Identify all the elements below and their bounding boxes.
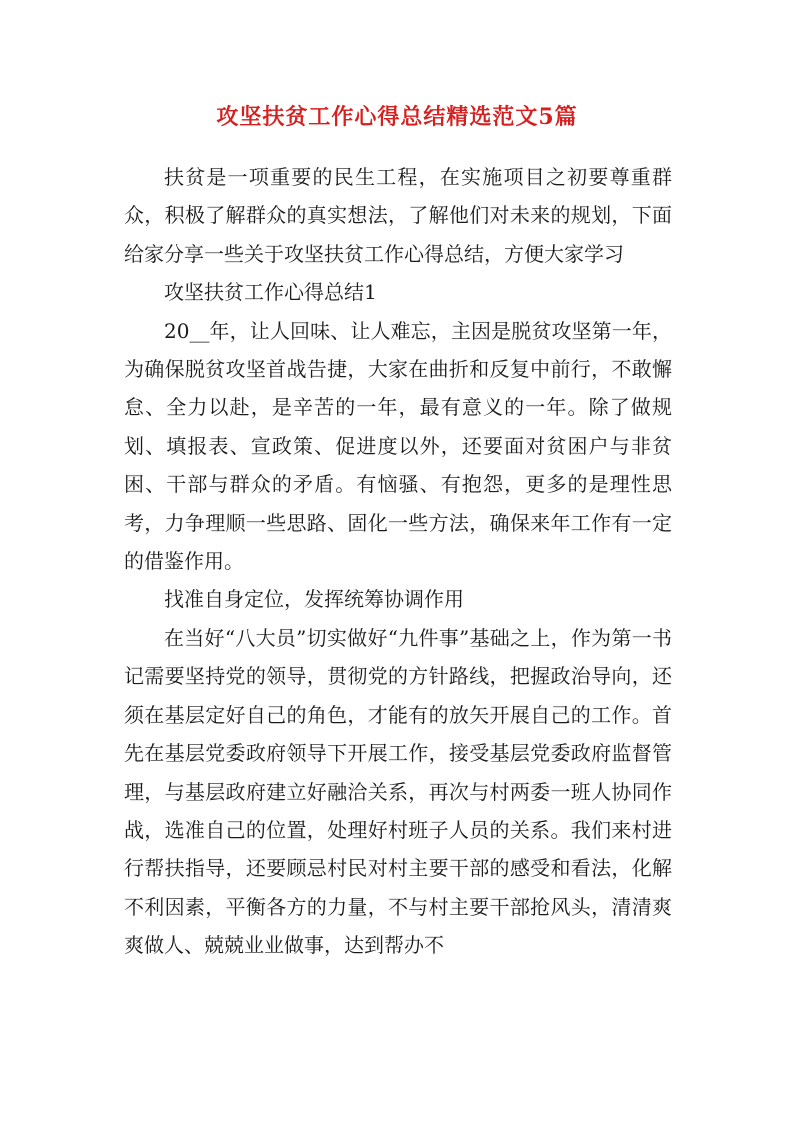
document-body xyxy=(124,158,672,965)
document-title: 攻坚扶贫工作心得总结精选范文5篇 xyxy=(216,104,578,130)
sub-heading: 找准自身定位，发挥统筹协调作用 xyxy=(164,587,464,612)
body-paragraph: 在当好“八大员”切实做好“九件事”基础之上，作为第一书记需要坚持党的领导，贯彻党的方针路线，把握政治导向，还须在基层定好自己的角色，才能有的放矢开展自己的工作。首先在基层党委政府领导下开展工作，接受基层党委政府监督管理，与基层政府建立好融洽关系，再次与村两委一班人协同作战，选准自己的位置，处理好村班子人员的关系。我们来村进行帮扶指导，还要顾忌村民对村主要干部的感受和看法，化解不利因素，平衡各方的力量，不与村主要干部抢风头，清清爽爽做人、兢兢业业做事，达到帮办不 xyxy=(124,625,672,958)
intro-paragraph: 扶贫是一项重要的民生工程，在实施项目之初要尊重群众，积极了解群众的真实想法，了解他们对未来的规划，下面给家分享一些关于攻坚扶贫工作心得总结，方便大家学习 xyxy=(124,165,672,266)
section-heading: 攻坚扶贫工作心得总结1 xyxy=(164,280,377,305)
body-paragraph: 20__年，让人回味、让人难忘，主因是脱贫攻坚第一年，为确保脱贫攻坚首战告捷，大家在曲折和反复中前行，不敢懈怠、全力以赴，是辛苦的一年，最有意义的一年。除了做规划、填报表、宣政策、促进度以外，还要面对贫困户与非贫困、干部与群众的矛盾。有恼骚、有抱怨，更多的是理性思考，力争理顺一些思路、固化一些方法，确保来年工作有一定的借鉴作用。 xyxy=(124,318,672,574)
